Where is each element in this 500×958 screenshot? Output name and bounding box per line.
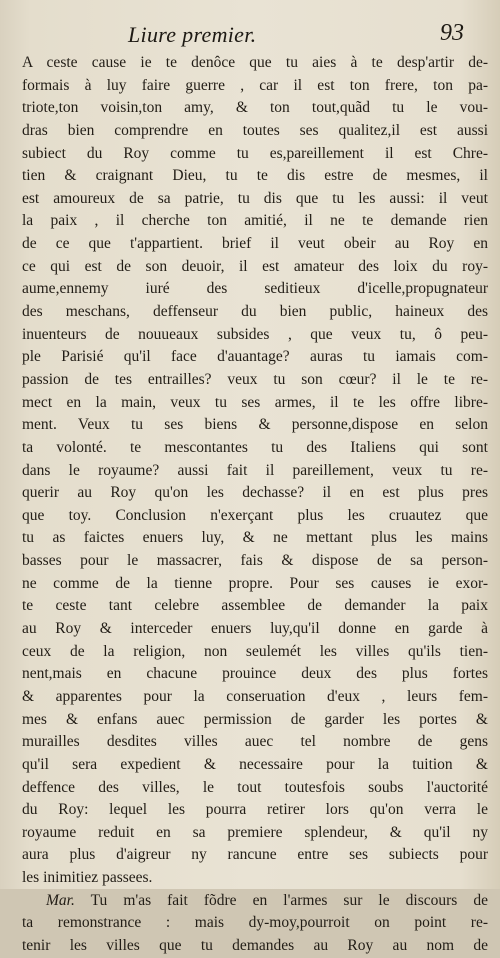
text-line: est amoureux de sa patrie, tu dis que tu les aussi: il veut	[22, 189, 488, 207]
text-line: ne comme de la tienne propre. Pour ses causes ie exor-	[22, 574, 488, 592]
text-line: qu'il sera expedient & necessaire pour la tuition &	[22, 755, 488, 773]
text-line: du Roy: lequel les pourra retirer lors qu'on verra le	[22, 801, 488, 819]
body-text	[22, 52, 488, 958]
text-line: au Roy & interceder enuers luy,qu'il donne en garde à	[22, 620, 488, 638]
text-line: dras bien comprendre en toutes ses qualitez,il est aussi	[22, 121, 488, 139]
text-line: aume,ennemy iuré des seditieux d'icelle,propugnateur	[22, 280, 488, 298]
text-line: tu as faictes enuers luy, & ne mettant plus les mains	[22, 529, 488, 547]
main-paragraph	[22, 52, 488, 890]
text-line: la paix , il cherche ton amitié, il ne te demande rien	[22, 212, 488, 230]
text-line: ta volonté. te mescontantes tu des Italiens qui sont	[22, 438, 488, 456]
text-line: querir au Roy qu'on les dechasse? il en est plus pres	[22, 484, 488, 502]
text-line: ment. Veux tu ses biens & personne,dispose en selon	[22, 416, 488, 434]
text-line: triote,ton voisin,ton amy, & ton tout,quãd tu le vou-	[22, 99, 488, 117]
running-title: Liure premier.	[128, 22, 257, 47]
text-line: de ce que t'appartient. brief il veut obeir au Roy en	[22, 235, 488, 253]
speaker-label: Mar.	[46, 891, 75, 909]
text-line: basses pour le massacrer, fais & dispose de sa person-	[22, 552, 488, 570]
text-line: te ceste tant celebre assemblee de demander la paix	[22, 597, 488, 615]
text-line: deffence des villes, le tout toutesfois soubs l'auctorité	[22, 778, 488, 796]
text-line: les inimitiez passees.	[22, 869, 153, 887]
page-header	[0, 20, 500, 52]
text-line: ce qui est de son deuoir, il est amateur des loix du roy-	[22, 257, 488, 275]
text-line: ple Parisié qu'il face d'auantage? auras tu iamais com-	[22, 348, 488, 366]
speaker-paragraph	[22, 890, 488, 958]
text-line: des meschans, deffenseur du bien public, haineux des	[22, 303, 488, 321]
text-line: passion de tes entrailles? veux tu son cœur? il le te re-	[22, 370, 488, 388]
text-line: ta remonstrance : mais dy-moy,pourroit on point re-	[22, 914, 488, 932]
text-line: nent,mais en chacune prouince deux des plus fortes	[22, 665, 488, 683]
text-line: ceux de la religion, non seulemét les villes qu'ils tien-	[22, 642, 488, 660]
text-line: mes & enfans auec permission de garder les portes &	[22, 710, 488, 728]
text-line: murailles desdites villes auec tel nombre de gens	[22, 733, 488, 751]
text-line: dans le royaume? aussi fait il pareillement, veux tu re-	[22, 461, 488, 479]
page-number: 93	[440, 20, 464, 46]
text-line	[22, 890, 488, 913]
text-line: A ceste cause ie te denôce que tu aies à te desp'artir de-	[22, 54, 488, 71]
text-line: que toy. Conclusion n'exerçant plus les cruautez que	[22, 506, 488, 524]
text-line: inuenteurs de nouueaux subsides , que veux tu, ô peu-	[22, 325, 488, 343]
text-line: subiect du Roy comme tu es,pareillement il est Chre-	[22, 144, 488, 162]
text-line: tenir les villes que tu demandes au Roy au nom de	[22, 936, 488, 954]
text-line: aura plus d'aigreur ny rancune entre ses subiects pour	[22, 846, 488, 864]
text-line: formais à luy faire guerre , car il est ton frere, ton pa-	[22, 76, 488, 94]
text-line: royaume reduit en sa premiere splendeur, & qu'il ny	[22, 823, 488, 841]
text-line: tien & craignant Dieu, tu te dis estre de mesmes, il	[22, 167, 488, 185]
text-line: & apparentes pour la conseruation d'eux , leurs fem-	[22, 687, 488, 705]
speaker-first-line: Tu m'as fait fõdre en l'armes sur le discours de	[90, 891, 488, 909]
text-line: mect en la main, veux tu ses armes, il te les offre libre-	[22, 393, 488, 411]
